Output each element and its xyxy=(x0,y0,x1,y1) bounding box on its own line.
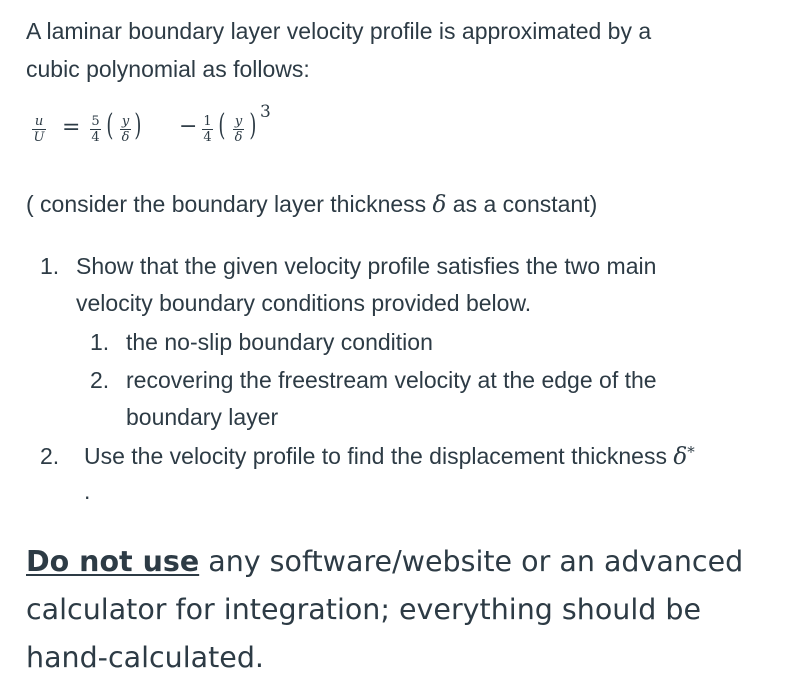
equals-sign: = xyxy=(62,115,81,140)
coefficient-1-denominator: 4 xyxy=(91,130,100,145)
lhs-fraction xyxy=(32,114,46,145)
note-before: ( consider the boundary layer thickness xyxy=(26,191,433,217)
item-2-text xyxy=(84,438,695,476)
ratio-2-numerator: y xyxy=(234,114,243,129)
coefficient-2-numerator: 1 xyxy=(203,114,212,129)
thickness-note xyxy=(26,186,597,223)
subitem-2-marker: 2. xyxy=(90,367,110,393)
coefficient-2-denominator: 4 xyxy=(203,130,212,145)
item-1-marker: 1. xyxy=(40,253,60,279)
delta-star-superscript: * xyxy=(687,443,695,461)
coefficient-1-numerator: 5 xyxy=(91,114,100,129)
warning-emphasis: Do not use xyxy=(26,545,200,578)
item-2-label: Use the velocity profile to find the displacement thickness xyxy=(84,443,674,469)
intro-line-2: cubic polynomial as follows: xyxy=(26,56,310,82)
lhs-denominator: U xyxy=(33,130,45,145)
coefficient-1-fraction xyxy=(90,114,101,145)
coefficient-2-fraction xyxy=(202,114,213,145)
subitem-1-text: the no-slip boundary condition xyxy=(126,329,433,355)
note-after: as a constant) xyxy=(446,191,598,217)
question-text xyxy=(26,12,786,88)
subitem-2-line-2: boundary layer xyxy=(126,404,279,430)
subitem-2-line-1: recovering the freestream velocity at the edge of the xyxy=(126,367,657,393)
displacement-thickness-symbol xyxy=(673,444,694,470)
ratio-1-numerator: y xyxy=(121,114,130,129)
velocity-profile-equation: u U = 5 4 ( y δ ) − 1 4 ( y δ ) 3 xyxy=(33,102,271,145)
ratio-2-denominator: δ xyxy=(234,130,243,145)
item-1-line-1: Show that the given velocity profile satisfies the two main xyxy=(76,253,657,279)
item-2-marker: 2. xyxy=(40,443,60,469)
intro-line-1: A laminar boundary layer velocity profile is approximated by a xyxy=(26,18,652,44)
warning-rest: any software/website or an advanced calculator for integration; everything should be hand-calculated. xyxy=(26,545,744,674)
delta-star-base: δ xyxy=(673,444,688,470)
cubic-exponent: 3 xyxy=(260,102,271,122)
minus-sign: − xyxy=(179,114,198,139)
item-2-trailing-period: . xyxy=(84,478,91,504)
intro-paragraph xyxy=(26,12,786,88)
no-software-warning xyxy=(26,538,786,682)
subitem-1-marker: 1. xyxy=(90,329,110,355)
item-1-line-2: velocity boundary conditions provided below. xyxy=(76,290,532,316)
ratio-1-fraction xyxy=(120,114,131,145)
lhs-numerator: u xyxy=(34,114,44,129)
delta-symbol: δ xyxy=(432,192,447,218)
ratio-2-fraction xyxy=(233,114,244,145)
ratio-1-denominator: δ xyxy=(121,130,130,145)
